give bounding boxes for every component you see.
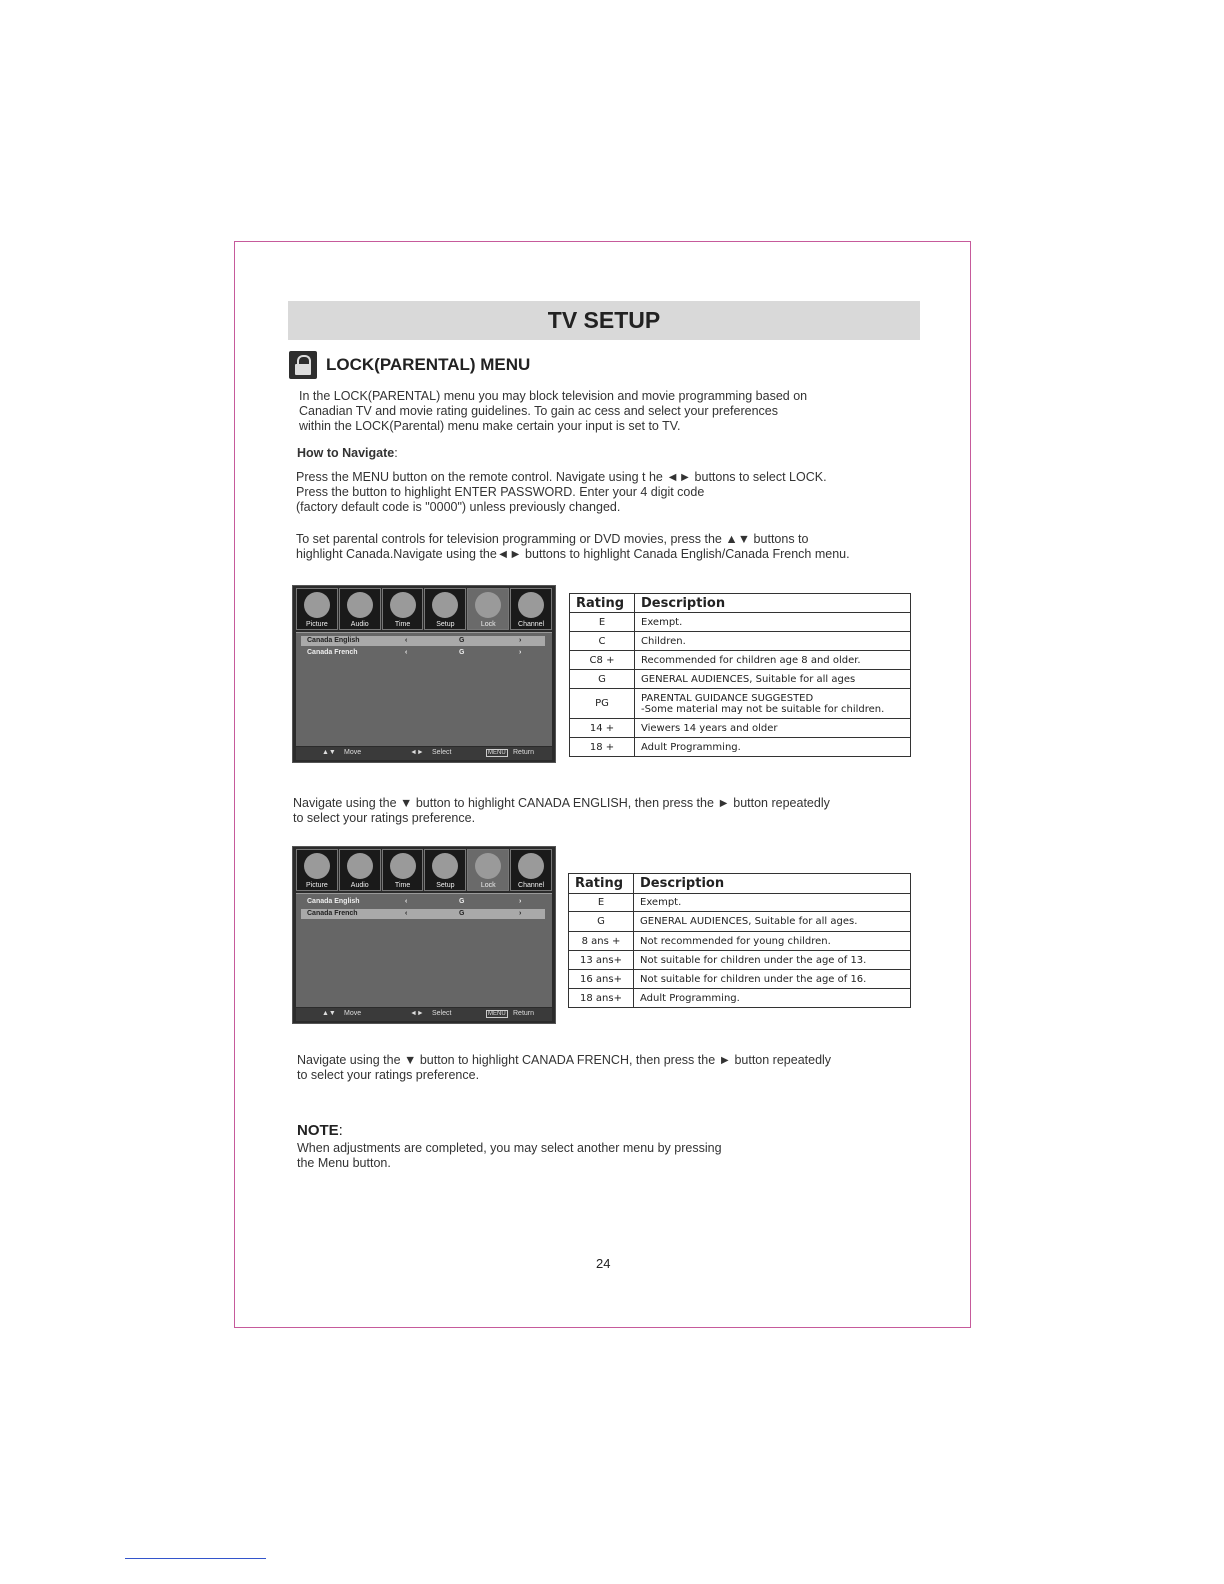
how-to-heading [297, 446, 398, 461]
osd-tab-channel[interactable]: Channel [510, 588, 552, 630]
osd-tab-lock[interactable]: Lock [467, 588, 509, 630]
leftright-icon: ◄► [410, 1010, 424, 1017]
arrow-left-icon: ‹ [405, 637, 408, 644]
step-line: Press the button to highlight ENTER PASSWORD. Enter your 4 digit code [296, 485, 705, 499]
osd-tab-setup[interactable]: Setup [424, 849, 466, 891]
section-title: LOCK(PARENTAL) MENU [326, 355, 531, 374]
intro-line: Canadian TV and movie rating guidelines. To gain ac cess and select your preferences [299, 404, 778, 418]
osd-row-canada-french[interactable]: Canada French ‹ G › [307, 649, 522, 656]
camera-icon [304, 592, 330, 618]
updown-icon: ▲▼ [322, 1010, 336, 1017]
monitor-icon [518, 592, 544, 618]
table-row: 8 ans + Not recommended for young children. [569, 932, 911, 951]
table-row: 13 ans+ Not suitable for children under the age of 13. [569, 951, 911, 970]
arrow-right-icon: › [519, 898, 522, 905]
nav-english-paragraph: Navigate using the ▼ button to highlight CANADA ENGLISH, then press the ► button repeatedly to select your ratings preference. [293, 796, 830, 825]
table-row: 14 + Viewers 14 years and older [570, 719, 911, 738]
updown-icon: ▲▼ [322, 749, 336, 756]
table-row: G GENERAL AUDIENCES, Suitable for all ages. [569, 912, 911, 932]
page-number: 24 [596, 1256, 611, 1271]
parental-paragraph [296, 532, 850, 562]
monitor-icon [518, 853, 544, 879]
how-to-label: How to Navigate [297, 446, 395, 460]
table-row: C8 + Recommended for children age 8 and older. [570, 651, 911, 670]
rating-table-french: Rating Description E Exempt. G GENERAL AUDIENCES, Suitable for all ages. 8 ans + Not recommended for young children. 13 ans+ Not suitable for children under the age of 13. 16 ans+ Not suitable for children under the age of 16. 18 ans+ Adult Programming. [568, 873, 911, 1008]
table-row: G GENERAL AUDIENCES, Suitable for all ages [570, 670, 911, 689]
osd-footer: ▲▼ Move ◄► Select MENU Return [296, 747, 552, 760]
clock-icon [390, 592, 416, 618]
arrow-right-icon: › [519, 910, 522, 917]
osd-tab-audio[interactable]: Audio [339, 849, 381, 891]
leftright-icon: ◄► [410, 749, 424, 756]
osd-row-canada-french[interactable]: Canada French ‹ G › [301, 909, 545, 919]
intro-paragraph [299, 389, 807, 434]
osd-row-canada-english[interactable]: Canada English ‹ G › [301, 636, 545, 646]
parental-line: highlight Canada.Navigate using the◄► buttons to highlight Canada English/Canada French menu. [296, 547, 850, 561]
how-to-colon: : [394, 446, 398, 460]
title-bar [288, 301, 920, 340]
lock-icon [475, 592, 501, 618]
arrow-right-icon: › [519, 649, 522, 656]
table-row: C Children. [570, 632, 911, 651]
osd-row-canada-english[interactable]: Canada English ‹ G › [307, 898, 522, 905]
osd-tab-picture[interactable]: Picture [296, 588, 338, 630]
table-row: 18 ans+ Adult Programming. [569, 989, 911, 1008]
menu-badge: MENU [488, 1011, 506, 1017]
step-line: Press the MENU button on the remote control. Navigate using t he ◄► buttons to select LOCK. [296, 470, 827, 484]
steps-paragraph [296, 470, 827, 515]
osd-icon-bar [296, 588, 552, 630]
table-row: E Exempt. [569, 894, 911, 912]
osd-tab-picture[interactable]: Picture [296, 849, 338, 891]
parental-line: To set parental controls for television programming or DVD movies, press the ▲▼ buttons to [296, 532, 809, 546]
gear-icon [432, 853, 458, 879]
osd-tab-lock[interactable]: Lock [467, 849, 509, 891]
music-icon [347, 592, 373, 618]
osd-footer: ▲▼ Move ◄► Select MENU Return [296, 1008, 552, 1021]
table-row: 18 + Adult Programming. [570, 738, 911, 757]
osd-tab-time[interactable]: Time [382, 588, 424, 630]
osd-tab-time[interactable]: Time [382, 849, 424, 891]
nav-french-paragraph: Navigate using the ▼ button to highlight CANADA FRENCH, then press the ► button repeatedly to select your ratings preference. [297, 1053, 832, 1082]
osd-tab-setup[interactable]: Setup [424, 588, 466, 630]
table-row: 16 ans+ Not suitable for children under the age of 16. [569, 970, 911, 989]
section-heading [289, 351, 530, 379]
intro-line: within the LOCK(Parental) menu make certain your input is set to TV. [299, 419, 681, 433]
tv-menu-screenshot-english [292, 585, 556, 763]
step-line: (factory default code is "0000") unless previously changed. [296, 500, 621, 514]
footnote-rule [125, 1558, 266, 1559]
intro-line: In the LOCK(PARENTAL) menu you may block television and movie programming based on [299, 389, 808, 403]
lock-icon [289, 351, 317, 379]
osd-menu-body [296, 893, 552, 1007]
camera-icon [304, 853, 330, 879]
note-heading: NOTE: [297, 1122, 343, 1139]
arrow-left-icon: ‹ [405, 649, 408, 656]
osd-icon-bar [296, 849, 552, 891]
osd-tab-audio[interactable]: Audio [339, 588, 381, 630]
arrow-left-icon: ‹ [405, 910, 408, 917]
page-title: TV SETUP [547, 307, 661, 333]
rating-table-english: Rating Description E Exempt. C Children. C8 + Recommended for children age 8 and older. G GENERAL AUDIENCES, Suitable for all ages PG PARENTAL GUIDANCE SUGGESTED -Some material may not be suitable for children. 14 + Viewers 14 years and older 18 + Adult Programming. [569, 593, 911, 757]
lock-icon [475, 853, 501, 879]
tv-menu-screenshot-french [292, 846, 556, 1024]
table-row: PG PARENTAL GUIDANCE SUGGESTED -Some material may not be suitable for children. [570, 689, 911, 719]
osd-tab-channel[interactable]: Channel [510, 849, 552, 891]
arrow-left-icon: ‹ [405, 898, 408, 905]
music-icon [347, 853, 373, 879]
clock-icon [390, 853, 416, 879]
menu-badge: MENU [488, 750, 506, 756]
arrow-right-icon: › [519, 637, 522, 644]
table-row: E Exempt. [570, 613, 911, 632]
osd-menu-body [296, 632, 552, 746]
note-paragraph: When adjustments are completed, you may select another menu by pressing the Menu button. [297, 1141, 722, 1170]
gear-icon [432, 592, 458, 618]
